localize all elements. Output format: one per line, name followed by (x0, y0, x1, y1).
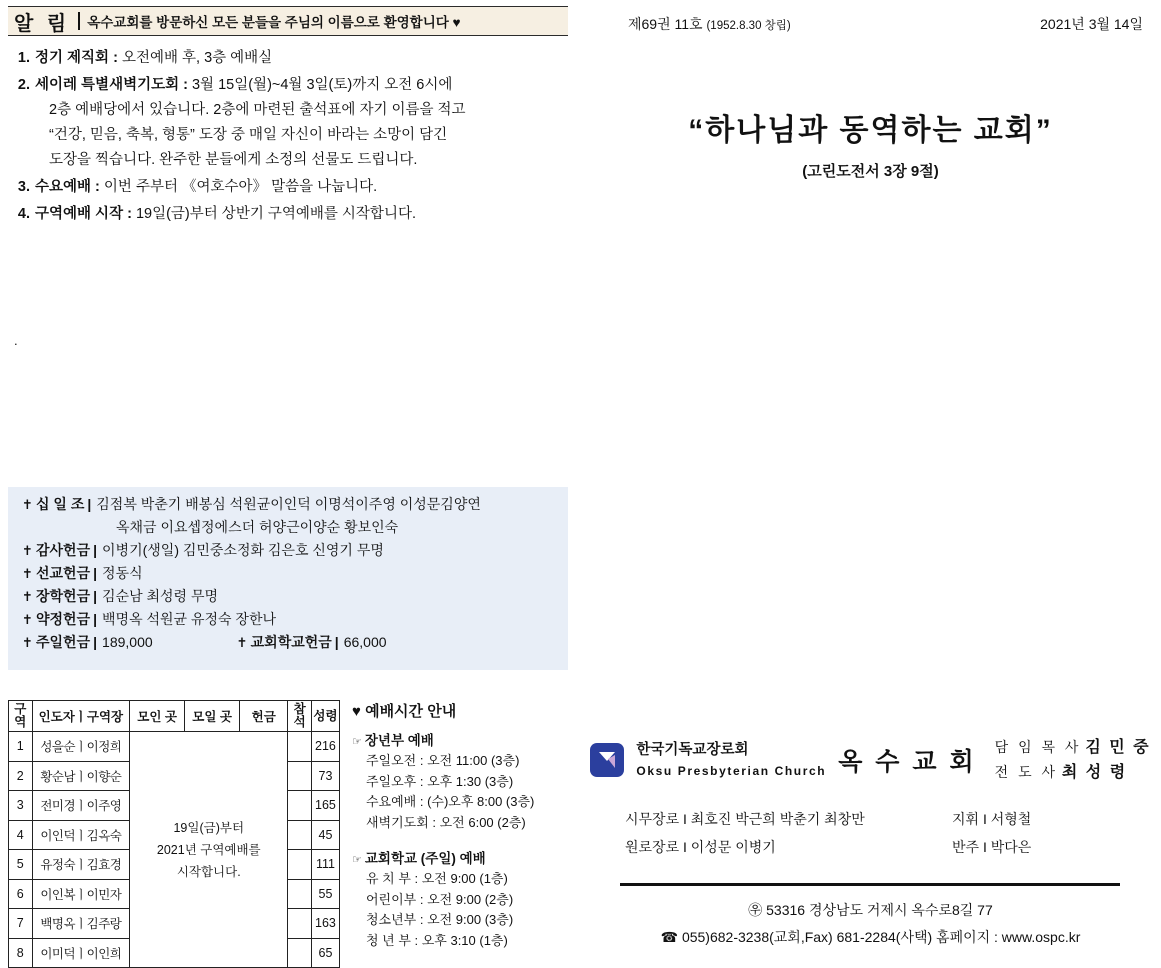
pastor-name: 최 성 령 (1061, 764, 1128, 781)
worship-line: 주일오전 : 오전 11:00 (3층) (366, 753, 520, 768)
item-number: 2. (17, 77, 30, 93)
list-item (10, 202, 570, 227)
school-offering-group (237, 631, 387, 654)
offering-sep: | (334, 634, 339, 650)
offering-names: 이병기(생일) 김민중소정화 김은호 신영기 무명 (102, 542, 384, 558)
offering-names: 김점복 박춘기 배봉심 석원균이인덕 이명석이주영 이성문김양연 (96, 496, 481, 512)
offering-names: 백명옥 석원균 유정숙 장한나 (102, 611, 276, 627)
staff-line: 시무장로 I 최호진 박근희 박춘기 최창만 (625, 811, 865, 827)
col-district-label: 구역 (14, 702, 27, 729)
item-text: 이번 주부터 《여호수아》 말씀을 나눕니다. (99, 179, 378, 195)
list-item (10, 73, 570, 173)
cell-spirit: 65 (311, 938, 339, 968)
offering-label: 십 일 조 (36, 496, 85, 512)
cell-names: 이미덕ㅣ이인희 (32, 938, 130, 968)
offering-names: 정동식 (102, 565, 143, 581)
item-line4: 도장을 찍습니다. 완주한 분들에게 소정의 선물도 드립니다. (49, 152, 418, 168)
col-spirit: 성령 (311, 701, 339, 732)
cross-icon: ✝ (22, 497, 33, 512)
cell-attendance (288, 850, 312, 880)
cell-names: 전미경ㅣ이주영 (32, 791, 130, 821)
item-body (35, 202, 570, 227)
cell-spirit: 111 (311, 850, 339, 880)
worship-schedule (352, 700, 577, 951)
cell-names: 이인복ㅣ이민자 (32, 879, 130, 909)
offering-sep: | (87, 496, 92, 512)
item-text: 19일(금)부터 상반기 구역예배를 시작합니다. (131, 206, 416, 222)
offering-names-2: 옥채금 이요셉정에스더 허양근이양순 황보인숙 (116, 519, 399, 535)
notice-subtitle: 옥수교회를 방문하신 모든 분들을 주님의 이름으로 환영합니다 ♥ (87, 15, 461, 30)
offering-sep: | (93, 542, 98, 558)
worship-line: 주일오후 : 오후 1:30 (3층) (366, 773, 514, 789)
church-english-name: Oksu Presbyterian Church (636, 763, 827, 778)
item-text: 3월 15일(월)~4월 3일(토)까지 오전 6시에 (187, 77, 453, 93)
cell-attendance (288, 938, 312, 968)
spacer (22, 516, 36, 539)
pointer-icon: ☞ (352, 854, 362, 866)
cell-attendance (288, 732, 312, 762)
stray-dot: . (14, 333, 18, 348)
cross-icon: ✝ (22, 566, 33, 581)
pastor-name: 김 민 중 (1085, 739, 1151, 756)
denomination-block (636, 741, 826, 780)
offering-label: 선교헌금 (36, 565, 91, 581)
offering-row (8, 585, 568, 608)
address-line: ㉾ 53316 경상남도 거제시 옥수로8길 77 (748, 902, 993, 918)
item-number: 3. (17, 179, 30, 195)
cell-names: 황순남ㅣ이향순 (32, 761, 130, 791)
cell-no: 8 (9, 938, 33, 968)
col-leader: 인도자ㅣ구역장 (32, 701, 130, 732)
cell-attendance (288, 791, 312, 821)
left-column (0, 0, 580, 964)
pastor-row (995, 760, 1151, 785)
pointer-icon: ☞ (352, 736, 362, 748)
church-identity-row (580, 735, 1161, 785)
pastor-row (995, 735, 1151, 760)
worship-line: 수요예배 : (수)오후 8:00 (3층) (366, 794, 535, 809)
list-item (10, 175, 570, 200)
volume-number: 제69권 11호 (628, 16, 703, 32)
issue-date: 2021년 3월 14일 (1040, 16, 1143, 32)
staff-line: 반주 I 박다은 (952, 839, 1032, 855)
cross-icon: ✝ (236, 635, 248, 650)
cell-no: 5 (9, 850, 33, 880)
horizontal-rule (620, 883, 1120, 886)
offerings-box (8, 487, 568, 670)
cell-names: 유정숙ㅣ김효경 (32, 850, 130, 880)
offering-row (8, 608, 568, 631)
contact-block (580, 897, 1161, 951)
item-bold: 정기 제직회 : (35, 50, 118, 66)
slogan-main: “하나님과 동역하는 교회” (688, 114, 1053, 147)
church-name: 옥 수 교 회 (838, 748, 977, 776)
item-number: 4. (17, 206, 30, 222)
denomination-label: 한국기독교장로회 (636, 741, 749, 758)
school-worship-title (352, 847, 577, 867)
offering-row (8, 493, 568, 516)
item-number: 1. (17, 50, 30, 66)
note-line-3: 시작합니다. (176, 864, 241, 879)
cell-attendance (288, 909, 312, 939)
staff-line: 지휘 I 서형철 (952, 811, 1032, 827)
cell-note (130, 732, 288, 968)
pastor-role: 담 임 목 사 (994, 739, 1082, 755)
notice-list (10, 46, 570, 229)
worship-line: 청소년부 : 오전 9:00 (3층) (366, 912, 514, 927)
cell-names: 이인덕ㅣ김옥숙 (32, 820, 130, 850)
adult-worship-label: 장년부 예배 (364, 733, 434, 748)
offering-sep: | (93, 588, 98, 604)
worship-heading: ♥ 예배시간 안내 (352, 703, 457, 720)
cell-spirit: 216 (311, 732, 339, 762)
cell-no: 2 (9, 761, 33, 791)
notice-title: 알 림 (14, 12, 71, 35)
cell-spirit: 73 (311, 761, 339, 791)
staff-right (952, 805, 1031, 861)
cross-icon: ✝ (22, 589, 33, 604)
col-met-place: 모인 곳 (130, 701, 185, 732)
pastor-role: 전 도 사 (994, 764, 1059, 780)
school-offering-value: 66,000 (343, 634, 387, 650)
item-body (35, 73, 570, 173)
slogan-reference: (고린도전서 3장 9절) (802, 163, 939, 180)
divider (78, 12, 80, 30)
item-body (35, 46, 570, 71)
col-next-place: 모일 곳 (185, 701, 240, 732)
school-worship-label: 교회학교 (주일) 예배 (364, 851, 486, 866)
notice-header (8, 6, 568, 36)
pastor-list (995, 735, 1151, 785)
item-text: 오전예배 후, 3층 예배실 (117, 50, 273, 66)
col-district (9, 701, 33, 732)
contact-line: ☎ 055)682-3238(교회,Fax) 681-2284(사택) 홈페이지 : www.ospc.kr (660, 929, 1081, 945)
cross-icon: ✝ (22, 612, 33, 627)
item-line3: “건강, 믿음, 축복, 형통” 도장 중 매일 자신이 바라는 소망이 담긴 (49, 127, 448, 143)
cell-names: 백명옥ㅣ김주랑 (32, 909, 130, 939)
table-header-row (9, 701, 340, 732)
worship-line: 청 년 부 : 오후 3:10 (1층) (366, 932, 508, 948)
cell-attendance (288, 879, 312, 909)
cross-icon: ✝ (22, 543, 33, 558)
col-offering: 헌금 (240, 701, 288, 732)
offering-label: 감사헌금 (36, 542, 91, 558)
district-table (8, 700, 340, 968)
volume-info (628, 14, 791, 34)
cell-spirit: 55 (311, 879, 339, 909)
offering-totals-row (8, 631, 568, 654)
sunday-offering-value: 189,000 (102, 634, 153, 650)
item-bold: 세이레 특별새벽기도회 : (35, 77, 188, 93)
worship-line: 유 치 부 : 오전 9:00 (1층) (366, 871, 508, 886)
item-bold: 구역예배 시작 : (35, 206, 132, 222)
adult-worship-title (352, 729, 577, 749)
cell-no: 1 (9, 732, 33, 762)
item-line2: 2층 예배당에서 있습니다. 2층에 마련된 출석표에 자기 이름을 적고 (49, 102, 466, 118)
cell-spirit: 163 (311, 909, 339, 939)
cell-spirit: 165 (311, 791, 339, 821)
offering-row (8, 539, 568, 562)
cell-no: 4 (9, 820, 33, 850)
offering-label: 약정헌금 (36, 611, 91, 627)
worship-line: 어린이부 : 오전 9:00 (2층) (366, 891, 514, 907)
cell-no: 6 (9, 879, 33, 909)
church-identity (580, 735, 1161, 785)
sunday-offering-label: 주일헌금 (36, 634, 91, 650)
right-column (580, 0, 1161, 964)
col-attendance: 참석 (288, 701, 312, 732)
offering-row-cont (8, 516, 568, 539)
offering-sep: | (93, 565, 98, 581)
item-body (35, 175, 570, 200)
offering-row (8, 562, 568, 585)
cell-no: 7 (9, 909, 33, 939)
founded-date: (1952.8.30 창립) (706, 20, 791, 32)
offering-names: 김순남 최성령 무명 (102, 588, 219, 604)
school-offering-label: 교회학교헌금 (250, 634, 332, 650)
cell-names: 성을순ㅣ이정희 (32, 732, 130, 762)
cell-attendance (288, 820, 312, 850)
item-bold: 수요예배 : (35, 179, 100, 195)
cell-no: 3 (9, 791, 33, 821)
offering-sep: | (93, 611, 98, 627)
church-logo-icon (590, 743, 624, 777)
worship-line: 새벽기도회 : 오전 6:00 (2층) (366, 814, 526, 830)
note-line-1: 19일(금)부터 (173, 820, 245, 835)
cell-spirit: 45 (311, 820, 339, 850)
list-item (10, 46, 570, 71)
staff-left (625, 805, 865, 861)
cell-attendance (288, 761, 312, 791)
offering-label: 장학헌금 (36, 588, 91, 604)
table-row (9, 732, 340, 762)
note-line-2: 2021년 구역예배를 (156, 842, 261, 857)
offering-sep: | (93, 634, 98, 650)
cross-icon: ✝ (22, 635, 33, 650)
staff-line: 원로장로 I 이성문 이병기 (625, 839, 776, 855)
